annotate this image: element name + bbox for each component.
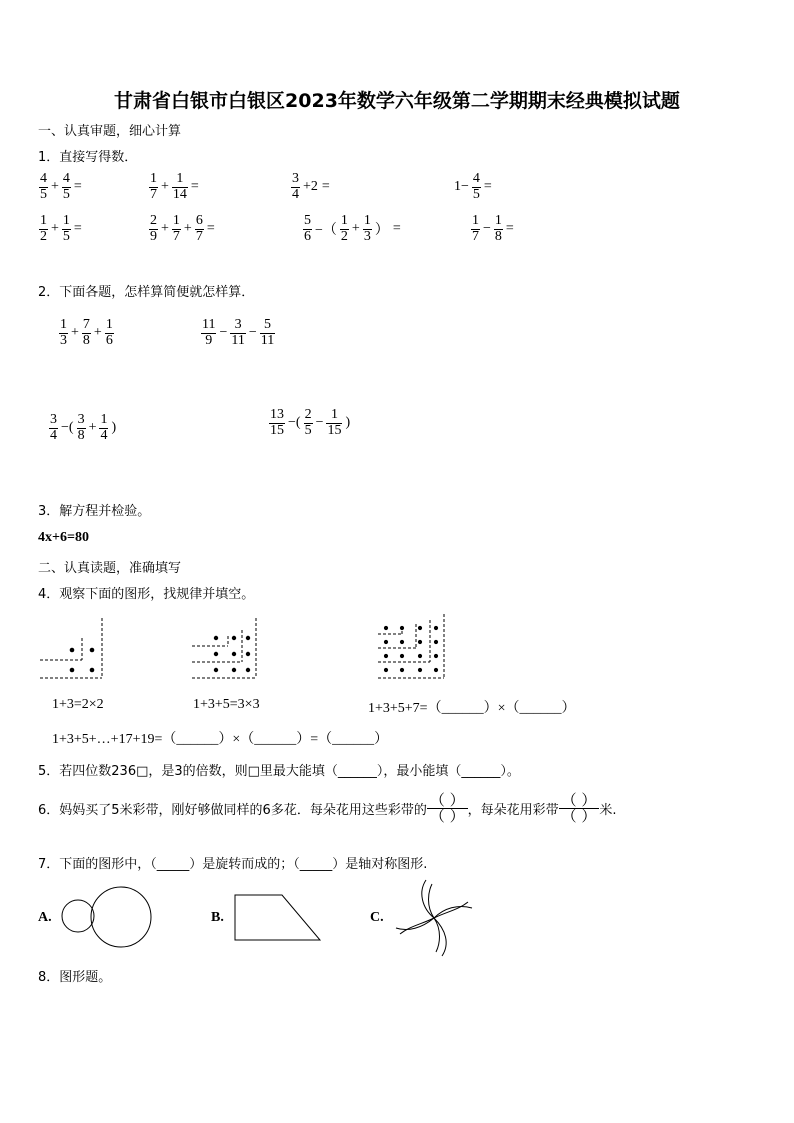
q6-text-b: ，每朵花用彩带	[467, 803, 559, 818]
q2-expr-4: $\frac{13}{15}$ −( $\frac{2}{5}$ − $\frac{1}{15}$ )	[270, 407, 351, 438]
q4-equation-4[interactable]: 1+3+5+…+17+19=（______）×（______）=（______）	[52, 732, 389, 747]
q3-label: 3．解方程并检验。	[38, 504, 151, 519]
q4-label: 4．观察下面的图形，找规律并填空。	[38, 587, 255, 602]
q4-equation-3[interactable]: 1+3+5+7=（______）×（______）	[368, 701, 576, 716]
q1-label: 1．直接写得数．	[38, 150, 138, 165]
q1-item-8: $\frac{1}{7}$ − $\frac{1}{8}$ =	[472, 213, 514, 244]
q1-item-7: $\frac{5}{6}$ −（ $\frac{1}{2}$ + $\frac{1}{3}$ ） =	[304, 213, 401, 244]
q7-text[interactable]: 7．下面的图形中，（_____）是旋转而成的；（_____）是轴对称图形.	[38, 857, 428, 872]
q3-equation: 4x+6=80	[38, 530, 89, 545]
q6-text-c: 米.	[599, 803, 617, 818]
q4-equation-2: 1+3+5=3×3	[193, 697, 260, 712]
q1-item-3: $\frac{3}{4}$ +2 =	[292, 171, 330, 202]
option-c-pinwheel	[392, 878, 476, 958]
option-b-trapezoid	[232, 892, 326, 944]
q2-expr-2: $\frac{11}{9}$ − $\frac{3}{11}$ − $\frac{5}{11}$	[202, 317, 275, 348]
q1-item-1: $\frac{4}{5}$ + $\frac{4}{5}$ =	[40, 171, 82, 202]
q2-label: 2．下面各题，怎样算简便就怎样算．	[38, 285, 255, 300]
section-1-heading: 一、认真审题，细心计算	[38, 124, 182, 139]
q6-text-a: 6．妈妈买了5米彩带，刚好够做同样的6多花．每朵花用这些彩带的	[38, 803, 427, 818]
option-a-two-circles	[58, 886, 154, 950]
q2-expr-1: $\frac{1}{3}$ + $\frac{7}{8}$ + $\frac{1}{6}$	[60, 317, 113, 348]
q7-option-b-label: B.	[211, 910, 224, 925]
q6-answer-fraction-1[interactable]: （ ） （ ）	[427, 793, 468, 824]
q4-equation-1: 1+3=2×2	[52, 697, 104, 712]
q6-answer-fraction-2[interactable]: （ ） （ ）	[559, 793, 600, 824]
q6-line	[38, 793, 617, 824]
pattern-figure-2x2	[38, 616, 108, 680]
q7-option-c-label: C.	[370, 910, 384, 925]
q1-item-2: $\frac{1}{7}$ + $\frac{1}{14}$ =	[150, 171, 199, 202]
q1-item-6: $\frac{2}{9}$ + $\frac{1}{7}$ + $\frac{6}{7}$ =	[150, 213, 215, 244]
section-2-heading: 二、认真读题，准确填写	[38, 561, 182, 576]
q5-text[interactable]: 5．若四位数236□，是3的倍数，则□里最大能填（______），最小能填（______）。	[38, 764, 520, 779]
q8-label: 8．图形题。	[38, 970, 112, 985]
q7-option-a-label: A.	[38, 910, 52, 925]
pattern-figure-3x3	[190, 616, 262, 680]
q1-item-5: $\frac{1}{2}$ + $\frac{1}{5}$ =	[40, 213, 82, 244]
q2-expr-3: $\frac{3}{4}$ −( $\frac{3}{8}$ + $\frac{1}{4}$ )	[50, 412, 117, 443]
page-title: 甘肃省白银市白银区2023年数学六年级第二学期期末经典模拟试题	[114, 90, 680, 112]
pattern-figure-4x4	[376, 612, 448, 680]
q1-item-4: 1− $\frac{4}{5}$ =	[454, 171, 492, 202]
